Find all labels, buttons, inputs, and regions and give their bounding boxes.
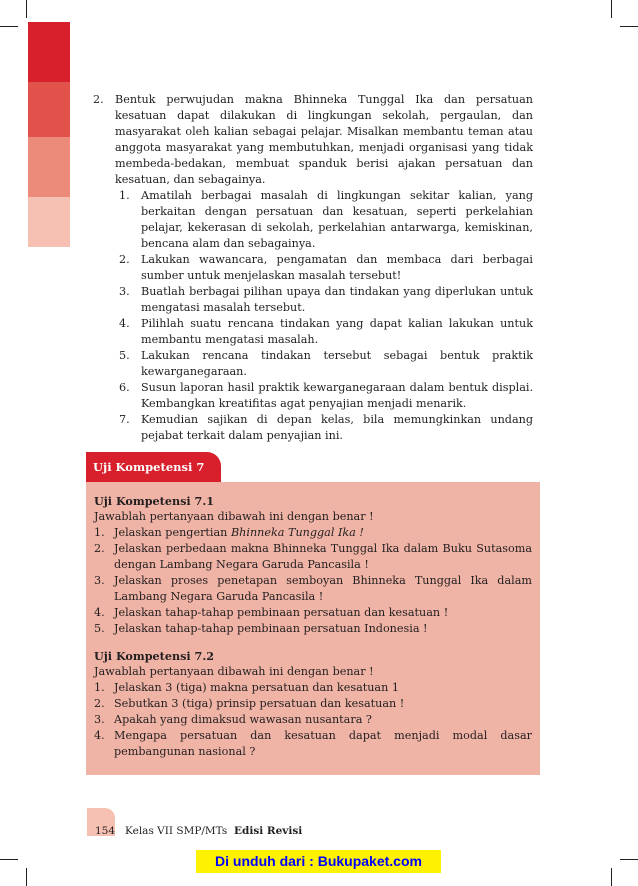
question-text: Jelaskan tahap-tahap pembinaan persatuan dan kesatuan ! (114, 606, 449, 619)
question-number: 3. (94, 574, 105, 587)
uji-kompetensi-box (86, 482, 540, 775)
step-number: 7. (119, 413, 130, 426)
steps-list (115, 188, 533, 444)
question-number: 2. (94, 542, 105, 555)
question-item (94, 712, 532, 728)
item-text: Bentuk perwujudan makna Bhinneka Tunggal Ika dan persatuan kesatuan dapat dilakukan di lingkungan sekolah, pergaulan, dan masyarakat oleh kalian sebagai pelajar. Misalkan membantu teman atau anggota masyarakat yang membutuhkan, menjadi organisasi yang tidak membeda-bedakan, membuat spanduk berisi ajakan persatuan dan kesatuan, dan sebagainya. (115, 93, 533, 186)
step-number: 1. (119, 189, 130, 202)
question-text: Jelaskan pengertian (114, 526, 231, 539)
step-text: Pilihlah suatu rencana tindakan yang dapat kalian lakukan untuk membantu mengatasi masalah. (141, 317, 533, 346)
step-item (115, 316, 533, 348)
download-watermark: Di unduh dari : Bukupaket.com (196, 850, 441, 873)
step-item (115, 348, 533, 380)
item-number: 2. (93, 93, 104, 106)
crop-mark (620, 859, 638, 860)
step-item (115, 380, 533, 412)
question-number: 2. (94, 697, 105, 710)
question-item (94, 621, 532, 637)
question-item (94, 605, 532, 621)
crop-mark (620, 26, 638, 27)
page-footer (95, 824, 302, 838)
question-number: 1. (94, 681, 105, 694)
question-text: Jelaskan tahap-tahap pembinaan persatuan Indonesia ! (114, 622, 428, 635)
edition-label: Edisi Revisi (234, 825, 303, 837)
section-instruction: Jawablah pertanyaan dibawah ini dengan benar ! (94, 510, 374, 523)
question-item (94, 728, 532, 760)
question-number: 1. (94, 526, 105, 539)
question-text: Apakah yang dimaksud wawasan nusantara ? (114, 713, 372, 726)
crop-mark (611, 0, 612, 18)
step-text: Susun laporan hasil praktik kewarganegaraan dalam bentuk displai. Kembangkan kreatifitas agat penyajian menjadi menarik. (141, 381, 533, 410)
question-item (94, 696, 532, 712)
question-italic-text: Bhinneka Tunggal Ika ! (230, 526, 364, 539)
question-item (94, 525, 532, 541)
crop-mark (611, 868, 612, 886)
crop-mark (0, 859, 18, 860)
section-instruction: Jawablah pertanyaan dibawah ini dengan benar ! (94, 665, 374, 678)
side-bar-segment (28, 137, 70, 197)
section-title: Uji Kompetensi 7.1 (94, 494, 214, 508)
step-item (115, 252, 533, 284)
step-number: 5. (119, 349, 130, 362)
book-title: Kelas VII SMP/MTs (125, 825, 228, 837)
question-number: 4. (94, 606, 105, 619)
side-bar-segment (28, 197, 70, 247)
step-item (115, 412, 533, 444)
step-text: Lakukan rencana tindakan tersebut sebagai bentuk praktik kewarganegaraan. (141, 349, 533, 378)
step-text: Amatilah berbagai masalah di lingkungan sekitar kalian, yang berkaitan dengan persatuan dan kesatuan, seperti perkelahian pelajar, kekerasan di sekolah, perkelahian antarwarga, kemiskinan, bencana alam dan sebagainya. (141, 189, 533, 250)
page-number: 154 (95, 825, 116, 837)
section-title: Uji Kompetensi 7.2 (94, 649, 214, 663)
question-number: 5. (94, 622, 105, 635)
step-item (115, 284, 533, 316)
question-text: Jelaskan 3 (tiga) makna persatuan dan kesatuan 1 (114, 681, 399, 694)
crop-mark (26, 868, 27, 886)
uji-kompetensi-tab: Uji Kompetensi 7 (86, 452, 221, 482)
question-text: Sebutkan 3 (tiga) prinsip persatuan dan kesatuan ! (114, 697, 405, 710)
main-content (93, 92, 533, 444)
question-item (94, 680, 532, 696)
step-number: 6. (119, 381, 130, 394)
step-number: 2. (119, 253, 130, 266)
list-item (93, 92, 533, 444)
question-item (94, 541, 532, 573)
step-number: 3. (119, 285, 130, 298)
crop-mark (0, 26, 18, 27)
step-text: Kemudian sajikan di depan kelas, bila memungkinkan undang pejabat terkait dalam penyajian ini. (141, 413, 533, 442)
step-number: 4. (119, 317, 130, 330)
question-text: Mengapa persatuan dan kesatuan dapat menjadi modal dasar pembangunan nasional ? (114, 729, 532, 758)
side-bar-segment (28, 22, 70, 82)
question-number: 3. (94, 713, 105, 726)
step-text: Lakukan wawancara, pengamatan dan membaca dari berbagai sumber untuk menjelaskan masalah tersebut! (141, 253, 533, 282)
question-text: Jelaskan proses penetapan semboyan Bhinneka Tunggal Ika dalam Lambang Negara Garuda Pancasila ! (114, 574, 532, 603)
step-text: Buatlah berbagai pilihan upaya dan tindakan yang diperlukan untuk mengatasi masalah tersebut. (141, 285, 533, 314)
question-text: Jelaskan perbedaan makna Bhinneka Tunggal Ika dalam Buku Sutasoma dengan Lambang Negara Garuda Pancasila ! (114, 542, 532, 571)
side-bar-segment (28, 82, 70, 137)
crop-mark (26, 0, 27, 18)
question-item (94, 573, 532, 605)
step-item (115, 188, 533, 252)
question-number: 4. (94, 729, 105, 742)
